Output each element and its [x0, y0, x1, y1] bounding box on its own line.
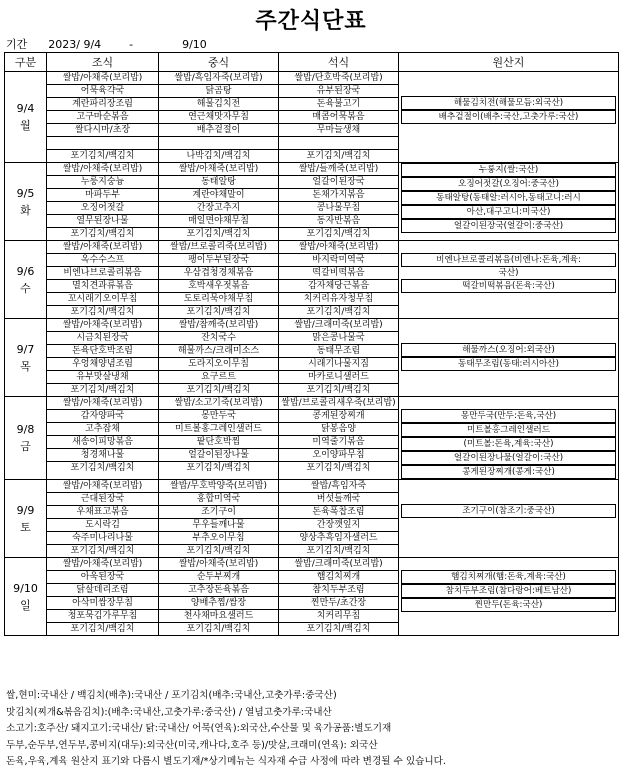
origin-line: (미트볼:돈육,계육:국산) [401, 437, 616, 451]
origin-cell [399, 480, 619, 558]
menu-item: 포기김치/백김치 [186, 624, 251, 634]
day-date: 9/9 [16, 503, 35, 517]
menu-item: 쌀밥/참깨죽(보리밥) [159, 319, 278, 332]
header-row [5, 53, 619, 72]
note-line: 쌀,현미:국내산 / 백김치(배추):국내산 / 포기김치(배추:국내산,고춧가루:중국산) [6, 690, 337, 701]
header-breakfast: 조식 [47, 53, 159, 72]
menu-item: 순두부찌개 [159, 571, 278, 584]
menu-item: 떡갈비떡볶음 [279, 267, 398, 280]
origin-cell [399, 319, 619, 397]
lunch-cell [159, 558, 279, 636]
menu-item: 얼갈이된장나물 [159, 449, 278, 462]
origin-line: 찐만두(돈육:국산) [401, 598, 616, 612]
breakfast-cell [47, 480, 159, 558]
lunch-cell [159, 397, 279, 480]
day-date: 9/10 [13, 581, 38, 595]
menu-item: 쌀밥/들깨죽(보리밥) [279, 163, 398, 176]
origin-line [399, 319, 618, 331]
menu-item: 콩나물무침 [279, 202, 398, 215]
header-dinner: 석식 [279, 53, 399, 72]
lunch-cell [159, 72, 279, 163]
menu-item: 감자채당근볶음 [279, 280, 398, 293]
menu-item [159, 137, 278, 149]
day-cell [5, 397, 47, 480]
origin-line: 해물김치전(해물모듬:외국산) [401, 96, 616, 110]
origin-cell [399, 163, 619, 241]
breakfast-cell [47, 397, 159, 480]
menu-item: 호박새우젓볶음 [159, 280, 278, 293]
day-row [5, 241, 619, 319]
menu-item: 쌀밥/흑임자죽 [279, 480, 398, 493]
menu-item: 감자양파국 [47, 410, 158, 423]
origin-line [399, 84, 618, 96]
menu-item: 양배추찜/쌈장 [159, 597, 278, 610]
lunch-cell [159, 480, 279, 558]
origin-line: 아산,대구고니:미국산) [401, 205, 616, 219]
menu-item: 쌀밥/아채죽(보리밥) [159, 558, 278, 571]
menu-item: 무마늘생채 [279, 124, 398, 137]
menu-item: 닭곰탕 [159, 85, 278, 98]
day-weekday: 수 [20, 281, 31, 295]
menu-item: 포기김치/백김치 [70, 546, 135, 556]
menu-item: 쌀밥/아채죽(보리밥) [47, 558, 158, 571]
origin-cell [399, 241, 619, 319]
menu-item: 쌀밥/소고기죽(보리밥) [159, 397, 278, 410]
menu-item: 오이양파무침 [279, 449, 398, 462]
menu-item: 마카로니샐러드 [279, 371, 398, 384]
menu-item: 쌀다시마/초장 [47, 124, 158, 137]
menu-item: 쌀밥/무호박양죽(보리밥) [159, 480, 278, 493]
lunch-cell [159, 163, 279, 241]
origin-line: 조기구이(참조기:중국산) [401, 504, 616, 518]
day-cell [5, 72, 47, 163]
menu-item: 돈육단호박조림 [47, 345, 158, 358]
day-weekday: 금 [20, 440, 31, 453]
menu-item: 우엉채양념조림 [47, 358, 158, 371]
day-row [5, 319, 619, 397]
period-end: 9/10 [182, 38, 207, 51]
day-weekday: 목 [20, 359, 31, 373]
origin-line: 누룽지(쌀:국산) [401, 163, 616, 177]
origin-line: 얼갈이된장국(얼갈이:중국산) [401, 219, 616, 233]
day-date: 9/5 [16, 186, 35, 200]
origin-line [399, 72, 618, 84]
menu-item: 맑은콩나물국 [279, 332, 398, 345]
origin-cell [399, 72, 619, 163]
menu-item: 연근채맛자무침 [159, 111, 278, 124]
origin-line [399, 331, 618, 343]
menu-item: 포기김치/백김치 [186, 385, 251, 395]
day-cell [5, 241, 47, 319]
menu-item: 아욱된장국 [47, 571, 158, 584]
header-category: 구분 [5, 53, 47, 72]
menu-item: 포기김치/백김치 [186, 307, 251, 317]
origin-line: 콩게된장찌개(콩게:국산) [401, 465, 616, 479]
menu-item: 근대된장국 [47, 493, 158, 506]
menu-item: 포기김치/백김치 [306, 546, 371, 556]
menu-item: 쌀밥/아채죽(보리밥) [47, 241, 158, 254]
origin-line: 참치두부조림(참다랑어:베트남산) [401, 584, 616, 598]
menu-item: 팽이두부된장국 [159, 254, 278, 267]
menu-item: 쌀밥/크래미죽(보리밥) [279, 319, 398, 332]
menu-item: 동태무조림 [279, 345, 398, 358]
menu-item: 천사채마요샐러드 [159, 610, 278, 623]
menu-item: 포기김치/백김치 [306, 229, 371, 239]
menu-item: 쌀밥/아채죽(보리밥) [47, 480, 158, 493]
menu-item: 닭살데리조림 [47, 584, 158, 597]
menu-item: 부추오이무침 [159, 532, 278, 545]
page-title: 주간식단표 [255, 9, 367, 34]
menu-item: 치커리유자청무침 [279, 293, 398, 306]
lunch-cell [159, 319, 279, 397]
day-cell [5, 480, 47, 558]
menu-item: 조기구이 [159, 506, 278, 519]
day-date: 9/7 [16, 342, 35, 356]
origin-line: 몽만두국(만두:돈육,국산) [401, 409, 616, 423]
menu-item: 포기김치/백김치 [70, 385, 135, 395]
menu-item: 도라지오이무침 [159, 358, 278, 371]
menu-item: 바지락미역국 [279, 254, 398, 267]
menu-item: 옥수수스프 [47, 254, 158, 267]
origin-line: 국산) [498, 268, 519, 278]
menu-item: 쌀밥/아채죽(보리밥) [47, 163, 158, 176]
menu-table [4, 52, 619, 636]
menu-item: 마파두부 [47, 189, 158, 202]
origin-line: 얼갈이된장나물(얼갈이:국산) [401, 451, 616, 465]
menu-item: 쌀밥/아채죽(보리밥) [279, 241, 398, 254]
menu-item: 매콤어묵볶음 [279, 111, 398, 124]
origin-line: 햄김치찌개(햄:돈육,계육:국산) [401, 570, 616, 584]
menu-item: 버섯들깨국 [279, 493, 398, 506]
dinner-cell [279, 558, 399, 636]
dinner-cell [279, 397, 399, 480]
menu-item: 계란파리장조림 [47, 98, 158, 111]
origin-line [399, 558, 618, 570]
period-label: 기간 [6, 38, 28, 51]
menu-item: 어묵육갹국 [47, 85, 158, 98]
menu-item: 치커리무침 [279, 610, 398, 623]
menu-item: 누룽지숭늉 [47, 176, 158, 189]
menu-item: 고구마순볶음 [47, 111, 158, 124]
day-row [5, 558, 619, 636]
menu-item: 청경채나물 [47, 449, 158, 462]
menu-item: 포기김치/백김치 [70, 307, 135, 317]
menu-item: 포기김치/백김치 [70, 624, 135, 634]
origin-cell [399, 558, 619, 636]
day-row [5, 72, 619, 163]
menu-item: 돈육불고기 [279, 98, 398, 111]
menu-item: 팥단호박찜 [159, 436, 278, 449]
menu-item: 나박김치/백김치 [159, 149, 278, 162]
menu-item: 포기김치/백김치 [306, 307, 371, 317]
menu-item: 미역줄기볶음 [279, 436, 398, 449]
dinner-cell [279, 319, 399, 397]
menu-item [47, 137, 158, 149]
menu-item: 동태알탕 [159, 176, 278, 189]
note-line: 맛김치(찌개&볶음김치):(배추:국내산,고춧가루:중국산) / 열념고춧가루:국내산 [6, 706, 332, 718]
menu-item: 얼갈이된장국 [279, 176, 398, 189]
menu-item: 포기김치/백김치 [70, 229, 135, 239]
menu-item: 배추겉절이 [159, 124, 278, 137]
day-row [5, 163, 619, 241]
dinner-cell [279, 241, 399, 319]
menu-item: 포기김치/백김치 [70, 463, 135, 473]
lunch-cell [159, 241, 279, 319]
note-line: 돈육,우육,계육 원산지 표기와 다름시 별도기재/*상기메뉴는 식자재 수급 사정에 따라 변경될 수 있습니다. [6, 756, 446, 767]
menu-item: 쌀밥/아채죽(보리밥) [159, 163, 278, 176]
day-weekday: 일 [20, 598, 31, 612]
menu-item: 멸치견과류볶음 [47, 280, 158, 293]
dinner-cell [279, 72, 399, 163]
menu-item: 유부맛살냉채 [47, 371, 158, 384]
menu-item: 닭봉음양 [279, 423, 398, 436]
breakfast-cell [47, 319, 159, 397]
menu-item: 쌀밥/단호박죽(보리밥) [279, 72, 398, 85]
menu-item: 쌀밥/크래미죽(보리밥) [279, 558, 398, 571]
menu-item: 우삼겹청경채볶음 [159, 267, 278, 280]
menu-item: 열무된장나물 [47, 215, 158, 228]
origin-line: 동태무조림(동태:러시아산) [401, 357, 616, 371]
menu-item: 포기김치/백김치 [279, 149, 398, 162]
menu-item: 청포묵김가루무침 [47, 610, 158, 623]
day-date: 9/6 [16, 264, 35, 278]
menu-item: 쌀밥/흑임자죽(보리밥) [159, 72, 278, 85]
menu-item: 쌀밥/브로콜리죽(보리밥) [159, 241, 278, 254]
origin-line: 떡갈비떡볶음(돈육:국산) [401, 279, 616, 293]
menu-item: 포기김치/백김치 [47, 149, 158, 162]
menu-item: 돈채가지볶음 [279, 189, 398, 202]
menu-item: 몽만두국 [159, 410, 278, 423]
origin-line [399, 397, 618, 409]
menu-item: 매일면야채무침 [159, 215, 278, 228]
day-row [5, 397, 619, 480]
menu-item: 쌀밥/브로콜리새우죽(보리밥) [279, 397, 398, 410]
header-lunch: 중식 [159, 53, 279, 72]
menu-item: 도토리묵야채무침 [159, 293, 278, 306]
day-weekday: 화 [20, 203, 31, 217]
origin-line: 비엔나브로콜리볶음(비엔나:돈육,계육: [401, 253, 616, 267]
menu-item: 포기김치/백김치 [186, 546, 251, 556]
menu-item: 오징어젓갈 [47, 202, 158, 215]
menu-item: 꼬시래기오이무침 [47, 293, 158, 306]
menu-item: 간장고추지 [159, 202, 278, 215]
day-cell [5, 163, 47, 241]
origin-line [399, 480, 618, 492]
header-origin: 원산지 [399, 53, 619, 72]
menu-item: 미트볼홍그레인샐러드 [159, 423, 278, 436]
menu-item: 포기김치/백김치 [306, 463, 371, 473]
origin-line: 배추겉절이(배추:국산,고춧가루:국산) [401, 110, 616, 124]
menu-item: 해물김치전 [159, 98, 278, 111]
menu-item: 간장깻잎지 [279, 519, 398, 532]
origin-notes [6, 688, 618, 771]
breakfast-cell [47, 558, 159, 636]
menu-item: 양상추흑임자샐러드 [279, 532, 398, 545]
menu-item: 찐만두/초간장 [279, 597, 398, 610]
menu-item: 홍합미역국 [159, 493, 278, 506]
menu-item: 비엔나브로콜리볶음 [47, 267, 158, 280]
menu-item: 계란야채말이 [159, 189, 278, 202]
origin-line: 미트볼홍그레인샐러드 [401, 423, 616, 437]
menu-item: 시래기나물지짐 [279, 358, 398, 371]
menu-item: 쌀밥/아채죽(보리밥) [47, 319, 158, 332]
dinner-cell [279, 163, 399, 241]
period-start: 2023/ 9/4 [48, 38, 102, 51]
menu-item: 아삭미쌈장무침 [47, 597, 158, 610]
origin-line [399, 492, 618, 504]
menu-item: 도시락김 [47, 519, 158, 532]
day-weekday: 토 [20, 520, 31, 534]
menu-item: 우채표고볶음 [47, 506, 158, 519]
menu-item: 참치두부조림 [279, 584, 398, 597]
origin-cell [399, 397, 619, 480]
day-weekday: 월 [20, 119, 31, 132]
menu-item: 포기김치/백김치 [306, 385, 371, 395]
day-date: 9/4 [16, 102, 35, 115]
menu-item: 포기김치/백김치 [306, 624, 371, 634]
origin-line: 오징어젓갈(오징어:중국산) [401, 177, 616, 191]
breakfast-cell [47, 241, 159, 319]
day-cell [5, 319, 47, 397]
origin-line: 해물까스(오징어:외국산) [401, 343, 616, 357]
menu-item: 고추잡채 [47, 423, 158, 436]
menu-item: 콩게된장찌개 [279, 410, 398, 423]
menu-item: 요구르트 [159, 371, 278, 384]
menu-item: 햄김치찌개 [279, 571, 398, 584]
menu-item: 쌀밥/아채죽(보리밥) [47, 397, 158, 410]
menu-item: 동자반볶음 [279, 215, 398, 228]
menu-item: 돈육폭찹조림 [279, 506, 398, 519]
menu-item: 고추장돈육볶음 [159, 584, 278, 597]
menu-item: 숙주미나리나물 [47, 532, 158, 545]
breakfast-cell [47, 72, 159, 163]
day-row [5, 480, 619, 558]
origin-line [399, 241, 618, 253]
period-dash: - [129, 38, 134, 51]
day-date: 9/8 [16, 423, 35, 436]
menu-item: 새송이피망볶음 [47, 436, 158, 449]
menu-item: 시금치된장국 [47, 332, 158, 345]
day-cell [5, 558, 47, 636]
menu-item: 해물까스/크래미소스 [159, 345, 278, 358]
menu-item: 쌀밥/아채죽(보리밥) [47, 72, 158, 85]
menu-item: 무우들깨나물 [159, 519, 278, 532]
dinner-cell [279, 480, 399, 558]
menu-item [279, 137, 398, 149]
menu-item: 포기김치/백김치 [186, 463, 251, 473]
origin-line: 동태알탕(동태알:러시아,동태고니:러시 [401, 191, 616, 205]
menu-item: 포기김치/백김치 [186, 229, 251, 239]
breakfast-cell [47, 163, 159, 241]
menu-item: 잔치국수 [159, 332, 278, 345]
period-line [6, 36, 207, 52]
note-line: 소고기:호주산/ 돼지고기:국내산/ 닭:국내산/ 어묵(연육):외국산,수산물 및 육가공품:별도기재 [6, 723, 392, 734]
menu-item: 유부된장국 [279, 85, 398, 98]
note-line: 두부,순두부,연두부,콩비지(대두):외국산(미국,캐나다,호주 등)/맛살,크래미(연육): 외국산 [6, 739, 378, 751]
